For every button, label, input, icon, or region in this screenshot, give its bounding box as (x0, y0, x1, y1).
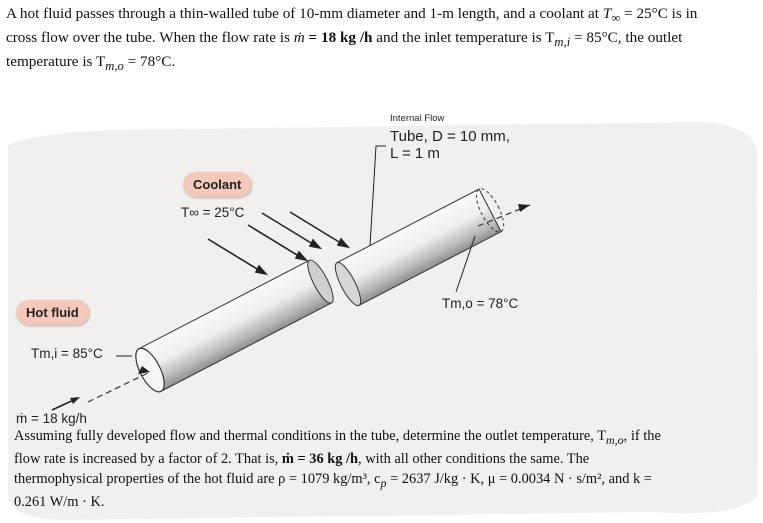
flow-rate-label: ṁ = 18 kg/h (16, 411, 87, 426)
flow-rate-value: = 18 kg /h (304, 29, 373, 47)
t-inf-subscript: ∞ (611, 11, 621, 26)
followup-line-1 (14, 427, 749, 450)
followup-line-4: 0.261 W/m · K. (14, 494, 105, 511)
followup-question (14, 427, 749, 513)
tmo-subscript: m,o (606, 432, 624, 447)
problem-text: temperature is T (6, 53, 106, 71)
new-flow-rate: ṁ = 36 kg /h (281, 451, 359, 468)
problem-text: = 78°C. (123, 53, 176, 71)
outlet-temperature: Tm,o = 78°C (442, 296, 519, 311)
followup-text: flow rate is increased by a factor of 2. That is, (14, 451, 282, 468)
problem-statement (6, 4, 758, 76)
followup-text: , with all other conditions the same. The (358, 451, 590, 468)
problem-text: A hot fluid passes through a thin-walled tube of 10-mm diameter and 1-m length, and a coolant at (6, 5, 603, 22)
followup-line-3 (14, 470, 749, 493)
tmi-subscript: m,i (554, 35, 571, 50)
followup-text: thermophysical properties of the hot fluid are ρ = 1079 kg/m³, c (14, 470, 381, 487)
problem-line-1 (6, 4, 758, 28)
problem-line-2 (6, 28, 758, 52)
problem-text: and the inlet temperature is T (372, 29, 555, 47)
coolant-temperature: T∞ = 25°C (181, 205, 245, 220)
problem-text: = 25°C is in (620, 5, 698, 22)
followup-text: , if the (623, 428, 661, 444)
inlet-temperature: Tm,i = 85°C (31, 346, 103, 361)
followup-text: = 2637 J/kg · K, μ = 0.0034 N · s/m², and k = (386, 470, 652, 487)
mdot-symbol: ṁ (293, 29, 305, 47)
t-inf-symbol: T (602, 5, 612, 22)
problem-text: cross flow over the tube. When the flow rate is (6, 29, 294, 47)
problem-text: = 85°C, the outlet (570, 29, 683, 47)
tube-label-line-1: Tube, D = 10 mm, (390, 128, 510, 145)
hot-fluid-label: Hot fluid (16, 300, 89, 325)
tmo-subscript: m,o (105, 59, 124, 74)
problem-line-3 (6, 52, 758, 76)
followup-text: Assuming fully developed flow and thermal conditions in the tube, determine the outlet temperature, T (14, 428, 606, 444)
tube-dimension-label (390, 128, 510, 162)
cp-subscript: p (380, 475, 387, 490)
followup-line-2 (14, 450, 749, 470)
tube-label-line-2: L = 1 m (390, 145, 440, 162)
coolant-label: Coolant (183, 172, 251, 197)
internal-flow-label: Internal Flow (390, 113, 445, 124)
